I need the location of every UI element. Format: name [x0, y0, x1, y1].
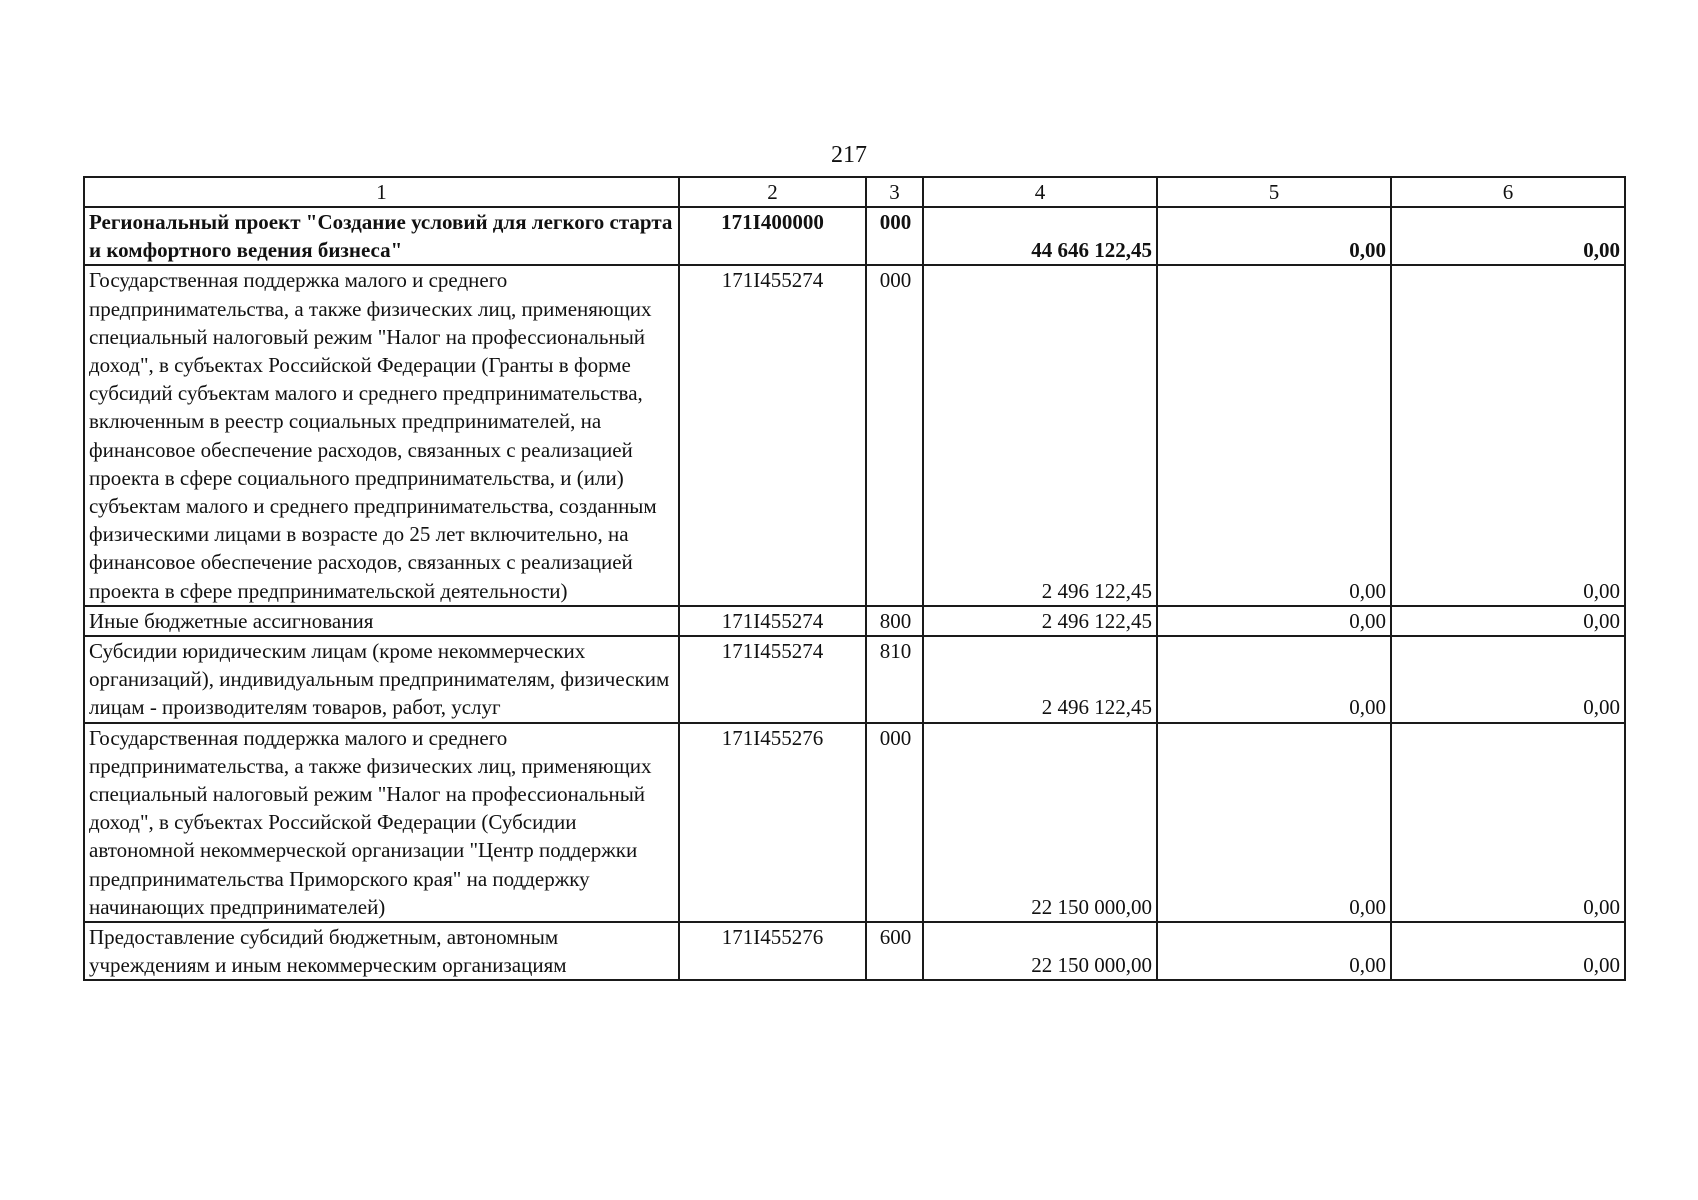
amount-col-4: 2 496 122,45: [923, 636, 1157, 723]
table-header-row: [84, 177, 1625, 207]
expense-type: 800: [866, 606, 923, 636]
amount-col-5: 0,00: [1157, 636, 1391, 723]
expense-type: 000: [866, 207, 923, 265]
table-row: [84, 207, 1625, 265]
target-code: 171I455274: [679, 606, 866, 636]
amount-col-5: 0,00: [1157, 723, 1391, 922]
table-row: [84, 265, 1625, 605]
amount-col-5: 0,00: [1157, 265, 1391, 605]
amount-col-6: 0,00: [1391, 207, 1625, 265]
amount-col-6: 0,00: [1391, 265, 1625, 605]
target-code: 171I455274: [679, 265, 866, 605]
target-code: 171I455274: [679, 636, 866, 723]
column-header: 2: [679, 177, 866, 207]
row-name: Государственная поддержка малого и среднего предпринимательства, а также физических лиц, применяющих специальный налоговый режим "Налог на профессиональный доход", в субъектах Российской Федерации (Субсидии автономной некоммерческой организации "Центр поддержки предпринимательства Приморского края" на поддержку начинающих предпринимателей): [84, 723, 679, 922]
amount-col-4: 22 150 000,00: [923, 723, 1157, 922]
page-number: 217: [831, 142, 867, 168]
amount-col-6: 0,00: [1391, 636, 1625, 723]
target-code: 171I400000: [679, 207, 866, 265]
amount-col-5: 0,00: [1157, 207, 1391, 265]
target-code: 171I455276: [679, 922, 866, 980]
expense-type: 810: [866, 636, 923, 723]
amount-col-5: 0,00: [1157, 922, 1391, 980]
table-row: [84, 723, 1625, 922]
row-name: Предоставление субсидий бюджетным, автономным учреждениям и иным некоммерческим организациям: [84, 922, 679, 980]
amount-col-6: 0,00: [1391, 606, 1625, 636]
amount-col-4: 22 150 000,00: [923, 922, 1157, 980]
row-name: Государственная поддержка малого и среднего предпринимательства, а также физических лиц, применяющих специальный налоговый режим "Налог на профессиональный доход", в субъектах Российской Федерации (Гранты в форме субсидий субъектам малого и среднего предпринимательства, включенным в реестр социальных предпринимателей, на финансовое обеспечение расходов, связанных с реализацией проекта в сфере социального предпринимательства, и (или) субъектам малого и среднего предпринимательства, созданным физическими лицами в возрасте до 25 лет включительно, на финансовое обеспечение расходов, связанных с реализацией проекта в сфере предпринимательской деятельности): [84, 265, 679, 605]
expense-type: 000: [866, 723, 923, 922]
column-header: 6: [1391, 177, 1625, 207]
target-code: 171I455276: [679, 723, 866, 922]
column-header: 5: [1157, 177, 1391, 207]
row-name: Субсидии юридическим лицам (кроме некоммерческих организаций), индивидуальным предпринимателям, физическим лицам - производителям товаров, работ, услуг: [84, 636, 679, 723]
amount-col-4: 44 646 122,45: [923, 207, 1157, 265]
table-row: [84, 606, 1625, 636]
expense-type: 600: [866, 922, 923, 980]
amount-col-4: 2 496 122,45: [923, 265, 1157, 605]
table-row: [84, 922, 1625, 980]
expense-type: 000: [866, 265, 923, 605]
amount-col-6: 0,00: [1391, 723, 1625, 922]
row-name: Региональный проект "Создание условий для легкого старта и комфортного ведения бизнеса": [84, 207, 679, 265]
amount-col-6: 0,00: [1391, 922, 1625, 980]
table-row: [84, 636, 1625, 723]
column-header: 3: [866, 177, 923, 207]
amount-col-5: 0,00: [1157, 606, 1391, 636]
budget-table: [83, 176, 1626, 981]
column-header: 1: [84, 177, 679, 207]
column-header: 4: [923, 177, 1157, 207]
row-name: Иные бюджетные ассигнования: [84, 606, 679, 636]
amount-col-4: 2 496 122,45: [923, 606, 1157, 636]
